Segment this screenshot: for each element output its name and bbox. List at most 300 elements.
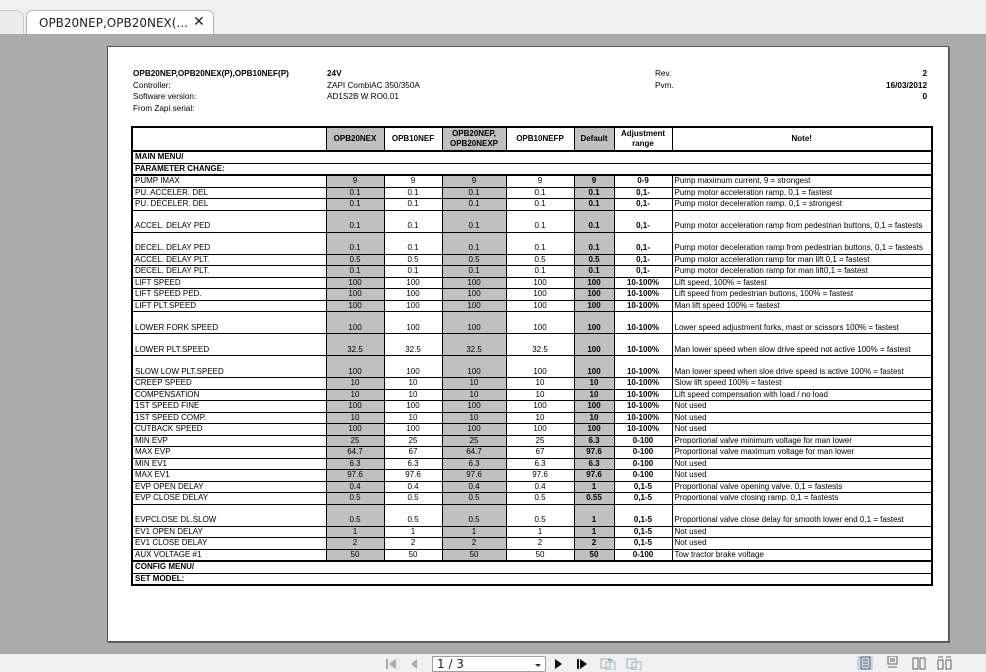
value-opb20nex: 1 [326,526,384,538]
value-opb20nep: 0.4 [442,481,506,493]
value-default: 0.1 [574,232,614,254]
value-opb10nef: 67 [384,447,442,459]
value-opb10nefp: 0.1 [506,232,574,254]
single-page-view-icon[interactable] [857,656,873,670]
value-opb10nef: 50 [384,549,442,561]
value-opb20nex: 0.5 [326,254,384,266]
value-opb10nef: 0.1 [384,232,442,254]
table-row [132,389,932,401]
value-opb20nep: 32.5 [442,334,506,356]
adjustment-range: 10-100% [614,378,672,390]
value-opb10nef: 0.4 [384,481,442,493]
value-opb20nex: 25 [326,435,384,447]
col-header-opb10nefp: OPB10NEFP [506,127,574,151]
value-opb20nex: 0.4 [326,481,384,493]
value-opb20nex: 50 [326,549,384,561]
section-row [132,573,932,585]
value-opb20nep: 50 [442,549,506,561]
value-opb10nef: 97.6 [384,470,442,482]
value-opb10nef: 100 [384,289,442,301]
adjustment-range: 0,1- [614,232,672,254]
value-opb10nef: 0.1 [384,210,442,232]
param-name: EVP OPEN DELAY [132,481,326,493]
param-name: MIN EV1 [132,458,326,470]
param-name: PU. ACCELER. DEL [132,187,326,199]
table-row [132,424,932,436]
note: Pump motor deceleration ramp from pedestrian buttons, 0,1 = fastests [672,232,932,254]
value-opb10nef: 100 [384,312,442,334]
table-row [132,232,932,254]
value-opb10nef: 32.5 [384,334,442,356]
param-name: ACCEL. DELAY PLT. [132,254,326,266]
close-icon[interactable]: ✕ [193,14,205,30]
note: Proportional valve closing ramp. 0,1 = fastests [672,493,932,505]
table-row [132,470,932,482]
col-header-default: Default [574,127,614,151]
note: Not used [672,424,932,436]
value-default: 100 [574,334,614,356]
value-opb20nex: 2 [326,538,384,550]
adjustment-range: 10-100% [614,289,672,301]
adjustment-range: 0-100 [614,435,672,447]
viewer-toolbar [0,654,986,670]
param-name: LIFT SPEED [132,277,326,289]
adjustment-range: 0,1-5 [614,526,672,538]
adjustment-range: 10-100% [614,424,672,436]
value-opb20nep: 9 [442,175,506,187]
col-header-note: Note! [672,127,932,151]
value-opb10nefp: 25 [506,435,574,447]
param-name: EV1 CLOSE DELAY [132,538,326,550]
adjustment-range: 0,1- [614,210,672,232]
adjustment-range: 0,1-5 [614,493,672,505]
value-default: 100 [574,356,614,378]
document-tab[interactable] [26,10,214,35]
value-opb10nef: 25 [384,435,442,447]
value-opb20nex: 0.5 [326,504,384,526]
param-name: 1ST SPEED COMP. [132,412,326,424]
value-default: 100 [574,424,614,436]
param-name: DECEL. DELAY PED [132,232,326,254]
first-page-icon[interactable] [385,657,397,670]
value-opb20nex: 0.5 [326,493,384,505]
value-opb10nef: 0.1 [384,187,442,199]
value-opb10nefp: 67 [506,447,574,459]
table-header-row [132,127,932,151]
value-opb20nex: 100 [326,289,384,301]
adjustment-range: 10-100% [614,356,672,378]
param-name: EVP CLOSE DELAY [132,493,326,505]
table-row [132,538,932,550]
value-opb20nep: 100 [442,300,506,312]
rev-value: 2 [922,69,927,78]
adjustment-range: 0-9 [614,175,672,187]
value-opb10nefp: 1 [506,526,574,538]
section-row [132,163,932,175]
note: Pump motor deceleration ramp. 0,1 = strongest [672,199,932,211]
param-name: MAX EVP [132,447,326,459]
note: Pump maximum current, 9 = strongest [672,175,932,187]
value-opb10nef: 100 [384,401,442,413]
value-default: 0.1 [574,199,614,211]
adjustment-range: 0-100 [614,549,672,561]
note: Lift speed, 100% = fastest [672,277,932,289]
doc-voltage: 24V [327,69,342,78]
table-row [132,493,932,505]
note: Proportional valve close delay for smooth lower end 0,1 = fastest [672,504,932,526]
value-opb20nep: 0.1 [442,232,506,254]
value-opb20nep: 100 [442,424,506,436]
value-opb20nex: 6.3 [326,458,384,470]
value-default: 97.6 [574,447,614,459]
value-default: 1 [574,481,614,493]
table-row [132,526,932,538]
pvm-value: 16/03/2012 [886,80,927,90]
value-opb20nex: 9 [326,175,384,187]
value-opb20nex: 0.1 [326,266,384,278]
section-config-subtitle: SET MODEL: [132,573,932,585]
param-name: 1ST SPEED FINE [132,401,326,413]
adjustment-range: 0,1- [614,254,672,266]
table-row [132,175,932,187]
note: Proportional valve opening valve. 0,1 = fastests [672,481,932,493]
value-opb10nefp: 2 [506,538,574,550]
previous-page-icon[interactable] [408,657,420,670]
value-opb20nep: 10 [442,412,506,424]
adjustment-range: 10-100% [614,277,672,289]
value-opb20nex: 32.5 [326,334,384,356]
serial-label: From Zapi serial: [133,103,195,113]
value-opb10nefp: 0.5 [506,493,574,505]
adjustment-range: 10-100% [614,334,672,356]
note: Not used [672,526,932,538]
note: Pump motor acceleration ramp from pedestrian buttons, 0,1 = fastests [672,210,932,232]
note: Not used [672,412,932,424]
value-default: 100 [574,277,614,289]
value-opb20nep: 10 [442,378,506,390]
value-default: 50 [574,549,614,561]
value-opb10nef: 2 [384,538,442,550]
value-opb20nep: 97.6 [442,470,506,482]
param-name: CUTBACK SPEED [132,424,326,436]
value-opb10nef: 0.1 [384,199,442,211]
value-default: 10 [574,378,614,390]
value-default: 10 [574,412,614,424]
value-default: 9 [574,175,614,187]
value-opb20nep: 0.5 [442,504,506,526]
controller-value: ZAPI CombiAC 350/350A [327,80,420,90]
value-opb10nef: 0.5 [384,254,442,266]
note: Pump motor acceleration ramp for man lift 0,1 = fastest [672,254,932,266]
rev-label: Rev. [655,69,672,78]
value-default: 0.55 [574,493,614,505]
value-opb10nefp: 0.1 [506,199,574,211]
value-opb10nef: 1 [384,526,442,538]
doc-model: OPB20NEP,OPB20NEX(P),OPB10NEF(P) [133,69,289,78]
value-opb10nefp: 0.5 [506,504,574,526]
value-opb20nex: 64.7 [326,447,384,459]
value-opb20nex: 100 [326,424,384,436]
adjustment-range: 10-100% [614,389,672,401]
table-row [132,549,932,561]
section-main-title: MAIN MENU/ [132,151,932,163]
value-opb20nep: 100 [442,289,506,301]
page-indicator: 1 / 3 [437,657,464,671]
note: Tow tractor brake voltage [672,549,932,561]
value-opb10nef: 10 [384,378,442,390]
adjustment-range: 0,1- [614,199,672,211]
table-row [132,199,932,211]
value-opb10nef: 10 [384,389,442,401]
section-main-subtitle: PARAMETER CHANGE: [132,163,932,175]
adjustment-range: 0,1-5 [614,538,672,550]
adjustment-range: 10-100% [614,401,672,413]
next-page-icon[interactable] [552,657,564,670]
value-opb20nex: 0.1 [326,199,384,211]
value-opb10nefp: 32.5 [506,334,574,356]
value-opb20nep: 0.1 [442,266,506,278]
value-opb20nep: 100 [442,401,506,413]
value-opb20nep: 100 [442,277,506,289]
param-name: MAX EV1 [132,470,326,482]
value-opb10nefp: 100 [506,401,574,413]
last-page-icon[interactable] [576,657,588,670]
value-opb20nep: 100 [442,356,506,378]
value-opb20nex: 0.1 [326,232,384,254]
value-default: 1 [574,504,614,526]
param-name: LIFT PLT.SPEED [132,300,326,312]
value-opb20nep: 0.1 [442,187,506,199]
note: Man lower speed when slow drive speed not active 100% = fastest [672,334,932,356]
col-header-param [132,127,326,151]
value-opb20nep: 64.7 [442,447,506,459]
value-default: 0.5 [574,254,614,266]
adjustment-range: 10-100% [614,412,672,424]
value-default: 10 [574,389,614,401]
rotate-left-icon[interactable] [600,657,616,670]
value-default: 97.6 [574,470,614,482]
value-opb20nex: 0.1 [326,187,384,199]
table-row [132,412,932,424]
section-config-title: CONFIG MENU/ [132,561,932,573]
table-row [132,504,932,526]
value-opb10nefp: 100 [506,289,574,301]
table-row [132,277,932,289]
adjustment-range: 0-100 [614,458,672,470]
table-row [132,254,932,266]
value-opb10nef: 100 [384,356,442,378]
parameter-table [131,126,933,586]
note: Pump motor acceleration ramp, 0,1 = fastest [672,187,932,199]
two-page-continuous-view-icon[interactable] [937,656,953,670]
value-opb20nex: 97.6 [326,470,384,482]
value-opb20nep: 0.1 [442,210,506,232]
value-opb10nef: 100 [384,424,442,436]
table-row [132,447,932,459]
col-header-opb10nef: OPB10NEF [384,127,442,151]
value-opb10nefp: 100 [506,356,574,378]
value-default: 2 [574,538,614,550]
value-opb20nep: 0.5 [442,493,506,505]
value-opb10nefp: 0.5 [506,254,574,266]
note: Not used [672,458,932,470]
value-opb10nefp: 10 [506,389,574,401]
value-opb20nep: 0.1 [442,199,506,211]
param-name: DECEL. DELAY PLT. [132,266,326,278]
value-opb10nefp: 100 [506,300,574,312]
param-name: ACCEL. DELAY PED [132,210,326,232]
value-opb10nef: 0.5 [384,493,442,505]
value-opb20nep: 6.3 [442,458,506,470]
pvm-label: Pvm. [655,80,674,90]
note: Slow lift speed 100% = fastest [672,378,932,390]
param-name: MIN EVP [132,435,326,447]
col-header-opb20nex: OPB20NEX [326,127,384,151]
value-opb10nefp: 10 [506,412,574,424]
param-name: LOWER PLT.SPEED [132,334,326,356]
param-name: AUX VOLTAGE #1 [132,549,326,561]
value-opb20nex: 100 [326,356,384,378]
note: Proportional valve maximum voltage for man lower [672,447,932,459]
value-opb20nex: 100 [326,277,384,289]
value-opb10nefp: 9 [506,175,574,187]
param-name: PU. DECELER. DEL [132,199,326,211]
tab-previous[interactable] [0,10,24,34]
adjustment-range: 10-100% [614,300,672,312]
note: Not used [672,401,932,413]
value-opb20nep: 10 [442,389,506,401]
value-opb20nex: 10 [326,378,384,390]
value-opb10nefp: 6.3 [506,458,574,470]
tab-title: OPB20NEP,OPB20NEX(... [39,16,188,30]
param-name: CREEP SPEED [132,378,326,390]
value-default: 0.1 [574,266,614,278]
value-opb10nefp: 0.1 [506,187,574,199]
value-opb10nefp: 0.1 [506,266,574,278]
param-name: EVPCLOSE DL.SLOW [132,504,326,526]
adjustment-range: 0-100 [614,447,672,459]
col-header-opb20nep: OPB20NEP, OPB20NEXP [442,127,506,151]
section-row [132,561,932,573]
table-row [132,435,932,447]
value-opb10nefp: 0.4 [506,481,574,493]
value-opb20nex: 100 [326,300,384,312]
value-opb10nefp: 0.1 [506,210,574,232]
value-opb20nex: 100 [326,312,384,334]
value-opb10nef: 100 [384,300,442,312]
param-name: SLOW LOW PLT.SPEED [132,356,326,378]
value-opb10nef: 0.1 [384,266,442,278]
param-name: PUMP IMAX [132,175,326,187]
document-viewer[interactable] [0,34,986,654]
note: Lift speed compensation with load / no load [672,389,932,401]
table-row [132,401,932,413]
rotate-right-icon[interactable] [626,657,642,670]
value-default: 100 [574,289,614,301]
adjustment-range: 0,1-5 [614,504,672,526]
value-opb10nef: 6.3 [384,458,442,470]
value-default: 100 [574,401,614,413]
extra-value: 0 [922,92,927,101]
note: Man lower speed when sloe drive speed is active 100% = fastest [672,356,932,378]
table-row [132,312,932,334]
table-row [132,356,932,378]
note: Proportional valve minimum voltage for man lower [672,435,932,447]
note: Not used [672,470,932,482]
value-opb20nex: 10 [326,412,384,424]
note: Lower speed adjustment forks, mast or scissors 100% = fastest [672,312,932,334]
value-opb10nefp: 100 [506,424,574,436]
value-opb10nef: 100 [384,277,442,289]
value-opb10nef: 10 [384,412,442,424]
value-opb10nef: 9 [384,175,442,187]
adjustment-range: 10-100% [614,312,672,334]
value-opb10nefp: 100 [506,277,574,289]
param-name: LIFT SPEED PED. [132,289,326,301]
chevron-down-icon [535,664,541,667]
software-value: AD1S2B W RO0.01 [327,92,399,101]
table-row [132,289,932,301]
table-row [132,300,932,312]
table-row [132,266,932,278]
param-name: LOWER FORK SPEED [132,312,326,334]
note: Not used [672,538,932,550]
document-page [107,46,949,642]
two-page-view-icon[interactable] [911,656,927,670]
param-name: COMPENSATION [132,389,326,401]
value-opb20nep: 1 [442,526,506,538]
value-default: 6.3 [574,458,614,470]
value-opb20nex: 10 [326,389,384,401]
adjustment-range: 0,1-5 [614,481,672,493]
adjustment-range: 0,1- [614,266,672,278]
col-header-range: Adjustment range [614,127,672,151]
value-opb20nex: 0.1 [326,210,384,232]
continuous-view-icon[interactable] [884,656,900,670]
value-opb10nef: 0.5 [384,504,442,526]
value-opb20nep: 100 [442,312,506,334]
value-opb20nep: 2 [442,538,506,550]
table-row [132,334,932,356]
software-label: Software version: [133,92,197,101]
table-row [132,210,932,232]
value-opb20nep: 0.5 [442,254,506,266]
section-row [132,151,932,163]
value-opb10nefp: 50 [506,549,574,561]
table-row [132,378,932,390]
note: Man lift speed 100% = fastest [672,300,932,312]
value-default: 100 [574,300,614,312]
controller-label: Controller: [133,80,171,90]
value-default: 6.3 [574,435,614,447]
table-row [132,481,932,493]
table-row [132,187,932,199]
adjustment-range: 0,1- [614,187,672,199]
value-opb20nex: 100 [326,401,384,413]
value-opb10nefp: 10 [506,378,574,390]
value-default: 0.1 [574,187,614,199]
table-row [132,458,932,470]
adjustment-range: 0-100 [614,470,672,482]
tab-bar [0,0,986,34]
value-opb20nep: 25 [442,435,506,447]
note: Lift speed from pedestrian buttons, 100% = fastest [672,289,932,301]
value-default: 100 [574,312,614,334]
param-name: EV1 OPEN DELAY [132,526,326,538]
value-default: 0.1 [574,210,614,232]
value-default: 1 [574,526,614,538]
value-opb10nefp: 100 [506,312,574,334]
